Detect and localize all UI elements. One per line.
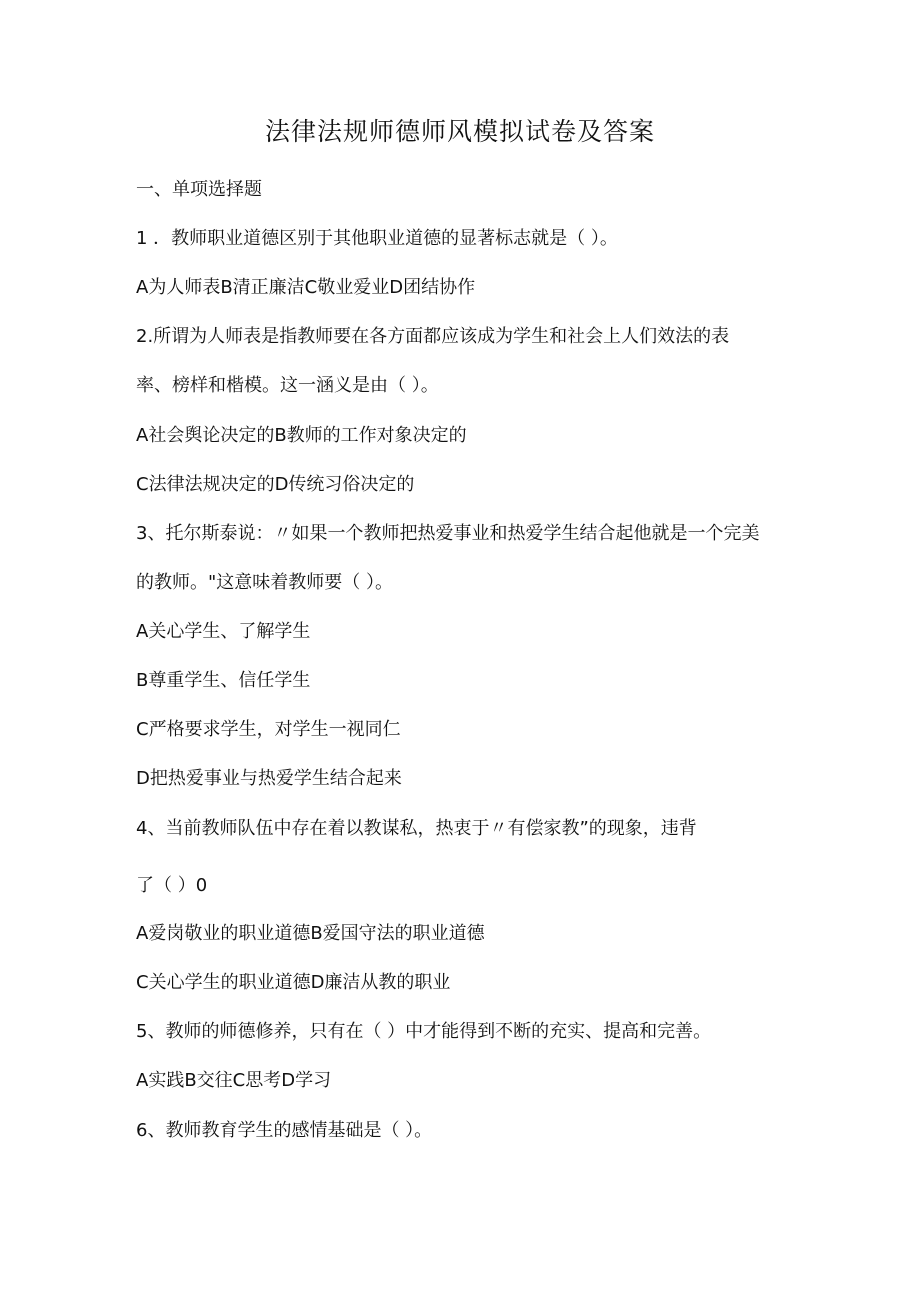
question-4-options-line-1: A爱岗敬业的职业道德B爱国守法的职业道德 bbox=[136, 923, 485, 944]
question-5-text: 5、教师的师德修养，只有在（ ）中才能得到不断的充实、提高和完善。 bbox=[136, 1021, 712, 1042]
question-2-options-line-2: C法律法规决定的D传统习俗决定的 bbox=[136, 474, 415, 495]
question-3-text-line-1: 3、托尔斯泰说：〃如果一个教师把热爱事业和热爱学生结合起他就是一个完美 bbox=[136, 523, 760, 544]
question-3-text-line-2: 的教师。"这意味着教师要（ ）。 bbox=[136, 572, 393, 593]
question-1-options: A为人师表B清正廉洁C敬业爱业D团结协作 bbox=[136, 277, 476, 298]
question-4-text-line-1: 4、当前教师队伍中存在着以教谋私，热衷于〃有偿家教”的现象，违背 bbox=[136, 818, 697, 839]
question-2-options-line-1: A社会舆论决定的B教师的工作对象决定的 bbox=[136, 425, 467, 446]
question-4-text-line-2: 了（ ）0 bbox=[136, 875, 208, 896]
question-3-option-b: B尊重学生、信任学生 bbox=[136, 670, 311, 691]
question-2-text-line-1: 2.所谓为人师表是指教师要在各方面都应该成为学生和社会上人们效法的表 bbox=[136, 326, 730, 347]
document-title: 法律法规师德师风模拟试卷及答案 bbox=[264, 117, 655, 146]
question-2-text-line-2: 率、榜样和楷模。这一涵义是由（ ）。 bbox=[136, 375, 439, 396]
question-3-option-d: D把热爱事业与热爱学生结合起来 bbox=[136, 768, 402, 789]
question-3-option-c: C严格要求学生，对学生一视同仁 bbox=[136, 719, 401, 740]
question-4-options-line-2: C关心学生的职业道德D廉洁从教的职业 bbox=[136, 972, 451, 993]
question-1-text: 1 ．教师职业道德区别于其他职业道德的显著标志就是（ ）。 bbox=[136, 228, 618, 249]
question-5-options: A实践B交往C思考D学习 bbox=[136, 1070, 332, 1091]
question-3-option-a: A关心学生、了解学生 bbox=[136, 621, 311, 642]
section-heading: 一、单项选择题 bbox=[136, 179, 262, 200]
question-6-text: 6、教师教育学生的感情基础是（ ）。 bbox=[136, 1120, 433, 1141]
